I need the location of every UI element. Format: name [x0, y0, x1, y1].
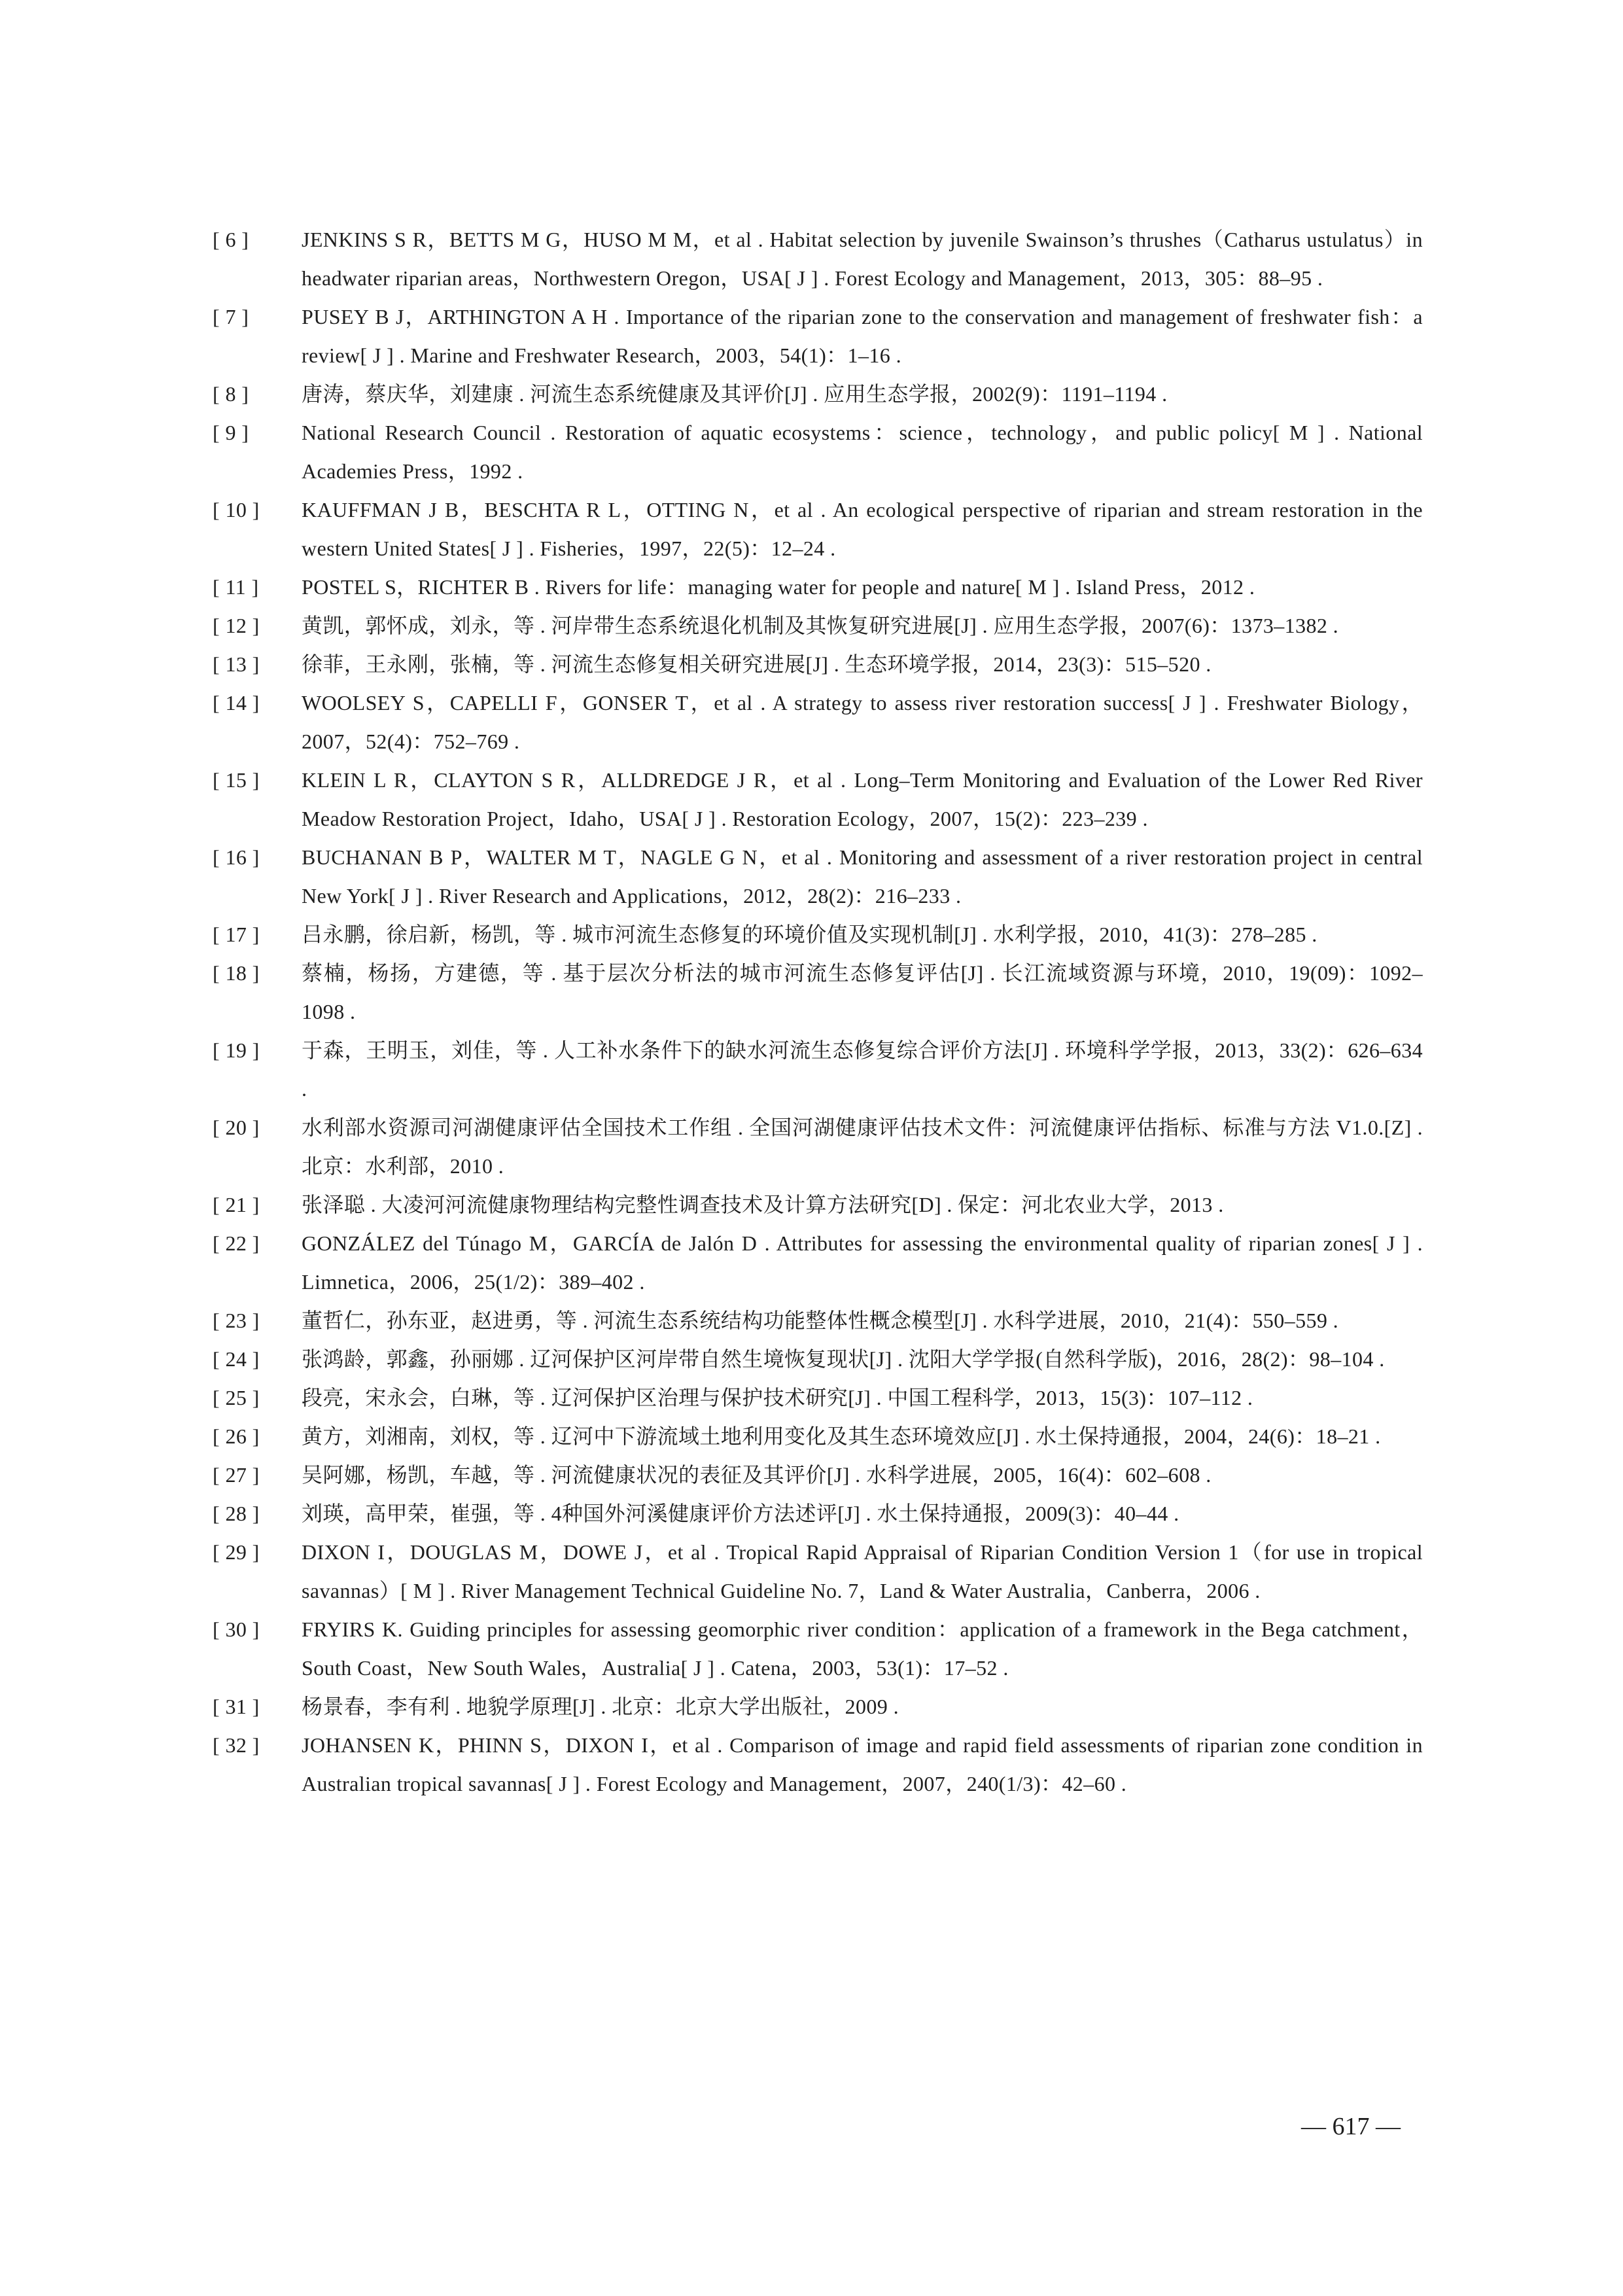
reference-number: [ 20 ] [213, 1116, 260, 1139]
reference-number: [ 11 ] [213, 575, 259, 599]
reference-item [213, 568, 1423, 607]
reference-item [213, 838, 1423, 915]
reference-number: [ 14 ] [213, 691, 260, 715]
reference-text: KLEIN L R，CLAYTON S R，ALLDREDGE J R，et al . Long–Term Monitoring and Evaluation of the Lower Red River Meadow Restoration Project，Idaho，USA[ J ] . Restoration Ecology，2007，15(2)：223–239 . [302, 768, 1423, 830]
reference-text: DIXON I，DOUGLAS M，DOWE J，et al . Tropical Rapid Appraisal of Riparian Condition Version 1（for use in tropical savannas）[ M ] . River Management Technical Guideline No. 7，Land & Water Australia，Canberra，2006 . [302, 1540, 1423, 1602]
reference-number: [ 22 ] [213, 1231, 260, 1255]
reference-text: POSTEL S，RICHTER B . Rivers for life：managing water for people and nature[ M ] . Island Press，2012 . [302, 575, 1255, 599]
reference-text: National Research Council . Restoration of aquatic ecosystems：science，technology，and public policy[ M ] . National Academies Press，1992 . [302, 421, 1423, 483]
reference-number: [ 10 ] [213, 498, 260, 521]
reference-text: PUSEY B J，ARTHINGTON A H . Importance of the riparian zone to the conservation and management of freshwater fish：a review[ J ] . Marine and Freshwater Research，2003，54(1)：1–16 . [302, 305, 1423, 367]
reference-item [213, 1301, 1423, 1340]
reference-item [213, 1417, 1423, 1456]
reference-item [213, 1533, 1423, 1610]
reference-text: 张鸿龄，郭鑫，孙丽娜 . 辽河保护区河岸带自然生境恢复现状[J] . 沈阳大学学报(自然科学版)，2016，28(2)：98–104 . [302, 1347, 1385, 1371]
reference-item [213, 1031, 1423, 1108]
reference-number: [ 18 ] [213, 961, 260, 985]
reference-item [213, 954, 1423, 1031]
reference-item [213, 1687, 1423, 1726]
reference-number: [ 15 ] [213, 768, 260, 792]
reference-number: [ 24 ] [213, 1347, 260, 1371]
reference-number: [ 12 ] [213, 614, 260, 637]
reference-item [213, 684, 1423, 761]
reference-item [213, 645, 1423, 684]
reference-number: [ 28 ] [213, 1502, 260, 1525]
reference-item [213, 1610, 1423, 1687]
reference-number: [ 27 ] [213, 1463, 260, 1487]
reference-text: 董哲仁，孙东亚，赵进勇，等 . 河流生态系统结构功能整体性概念模型[J] . 水科学进展，2010，21(4)：550–559 . [302, 1309, 1339, 1332]
reference-item [213, 491, 1423, 568]
reference-text: 刘瑛，高甲荣，崔强，等 . 4种国外河溪健康评价方法述评[J] . 水土保持通报，2009(3)：40–44 . [302, 1502, 1179, 1525]
reference-number: [ 8 ] [213, 382, 249, 406]
reference-text: JOHANSEN K，PHINN S，DIXON I，et al . Comparison of image and rapid field assessments of riparian zone condition in Australian tropical savannas[ J ] . Forest Ecology and Management，2007，240(1/3)：42–60 . [302, 1733, 1423, 1795]
reference-text: 水利部水资源司河湖健康评估全国技术工作组 . 全国河湖健康评估技术文件：河流健康评估指标、标准与方法 V1.0.[Z] . 北京：水利部，2010 . [302, 1116, 1423, 1178]
reference-number: [ 32 ] [213, 1733, 260, 1757]
reference-number: [ 19 ] [213, 1038, 260, 1062]
reference-number: [ 29 ] [213, 1540, 260, 1564]
reference-item [213, 1726, 1423, 1803]
reference-text: 段亮，宋永会，白琳，等 . 辽河保护区治理与保护技术研究[J] . 中国工程科学，2013，15(3)：107–112 . [302, 1386, 1253, 1409]
reference-item [213, 1108, 1423, 1186]
reference-text: 张泽聪 . 大凌河河流健康物理结构完整性调查技术及计算方法研究[D] . 保定：河北农业大学，2013 . [302, 1193, 1224, 1216]
reference-text: KAUFFMAN J B，BESCHTA R L，OTTING N，et al . An ecological perspective of riparian and stream restoration in the western United States[ J ] . Fisheries，1997，22(5)：12–24 . [302, 498, 1423, 560]
reference-item [213, 298, 1423, 375]
reference-number: [ 13 ] [213, 652, 260, 676]
reference-number: [ 6 ] [213, 228, 249, 251]
reference-item [213, 1494, 1423, 1533]
reference-item [213, 1224, 1423, 1301]
reference-item [213, 607, 1423, 645]
reference-number: [ 21 ] [213, 1193, 260, 1216]
reference-item [213, 375, 1423, 414]
reference-number: [ 17 ] [213, 923, 260, 946]
reference-text: 黄方，刘湘南，刘权，等 . 辽河中下游流域土地利用变化及其生态环境效应[J] . 水土保持通报，2004，24(6)：18–21 . [302, 1424, 1381, 1448]
page-number: — 617 — [1301, 2113, 1401, 2140]
reference-text: 蔡楠，杨扬，方建德，等 . 基于层次分析法的城市河流生态修复评估[J] . 长江流域资源与环境，2010，19(09)：1092–1098 . [302, 961, 1423, 1023]
reference-number: [ 16 ] [213, 845, 260, 869]
reference-list [213, 221, 1423, 1803]
reference-text: 杨景春，李有利 . 地貌学原理[J] . 北京：北京大学出版社，2009 . [302, 1695, 899, 1718]
reference-item [213, 1340, 1423, 1379]
reference-text: 唐涛，蔡庆华，刘建康 . 河流生态系统健康及其评价[J] . 应用生态学报，2002(9)：1191–1194 . [302, 382, 1168, 406]
reference-item [213, 414, 1423, 491]
reference-item [213, 1186, 1423, 1224]
reference-text: 吕永鹏，徐启新，杨凯，等 . 城市河流生态修复的环境价值及实现机制[J] . 水利学报，2010，41(3)：278–285 . [302, 923, 1318, 946]
reference-text: BUCHANAN B P，WALTER M T，NAGLE G N，et al . Monitoring and assessment of a river restoration project in central New York[ J ] . River Research and Applications，2012，28(2)：216–233 . [302, 845, 1423, 908]
reference-text: 黄凯，郭怀成，刘永，等 . 河岸带生态系统退化机制及其恢复研究进展[J] . 应用生态学报，2007(6)：1373–1382 . [302, 614, 1339, 637]
reference-text: GONZÁLEZ del Túnago M，GARCÍA de Jalón D . Attributes for assessing the environmental quality of riparian zones[ J ] . Limnetica，2006，25(1/2)：389–402 . [302, 1231, 1423, 1294]
reference-text: 徐菲，王永刚，张楠，等 . 河流生态修复相关研究进展[J] . 生态环境学报，2014，23(3)：515–520 . [302, 652, 1212, 676]
reference-number: [ 9 ] [213, 421, 249, 444]
reference-item [213, 761, 1423, 838]
reference-number: [ 25 ] [213, 1386, 260, 1409]
reference-number: [ 31 ] [213, 1695, 260, 1718]
reference-number: [ 23 ] [213, 1309, 260, 1332]
reference-number: [ 7 ] [213, 305, 249, 328]
reference-item [213, 915, 1423, 954]
reference-item [213, 1379, 1423, 1417]
reference-text: 吴阿娜，杨凯，车越，等 . 河流健康状况的表征及其评价[J] . 水科学进展，2005，16(4)：602–608 . [302, 1463, 1212, 1487]
reference-text: WOOLSEY S，CAPELLI F，GONSER T，et al . A strategy to assess river restoration success[ J ] . Freshwater Biology，2007，52(4)：752–769 . [302, 691, 1423, 753]
reference-text: 于森，王明玉，刘佳，等 . 人工补水条件下的缺水河流生态修复综合评价方法[J] . 环境科学学报，2013，33(2)：626–634 . [302, 1038, 1423, 1101]
reference-number: [ 30 ] [213, 1617, 260, 1641]
reference-text: FRYIRS K. Guiding principles for assessing geomorphic river condition：application of a framework in the Bega catchment，South Coast，New South Wales，Australia[ J ] . Catena，2003，53(1)：17–52 . [302, 1617, 1423, 1680]
reference-text: JENKINS S R，BETTS M G，HUSO M M，et al . Habitat selection by juvenile Swainson’s thrushes（Catharus ustulatus）in headwater riparian areas，Northwestern Oregon，USA[ J ] . Forest Ecology and Management，2013，305：88–95 . [302, 228, 1423, 290]
reference-item [213, 1456, 1423, 1494]
reference-item [213, 221, 1423, 298]
reference-number: [ 26 ] [213, 1424, 260, 1448]
